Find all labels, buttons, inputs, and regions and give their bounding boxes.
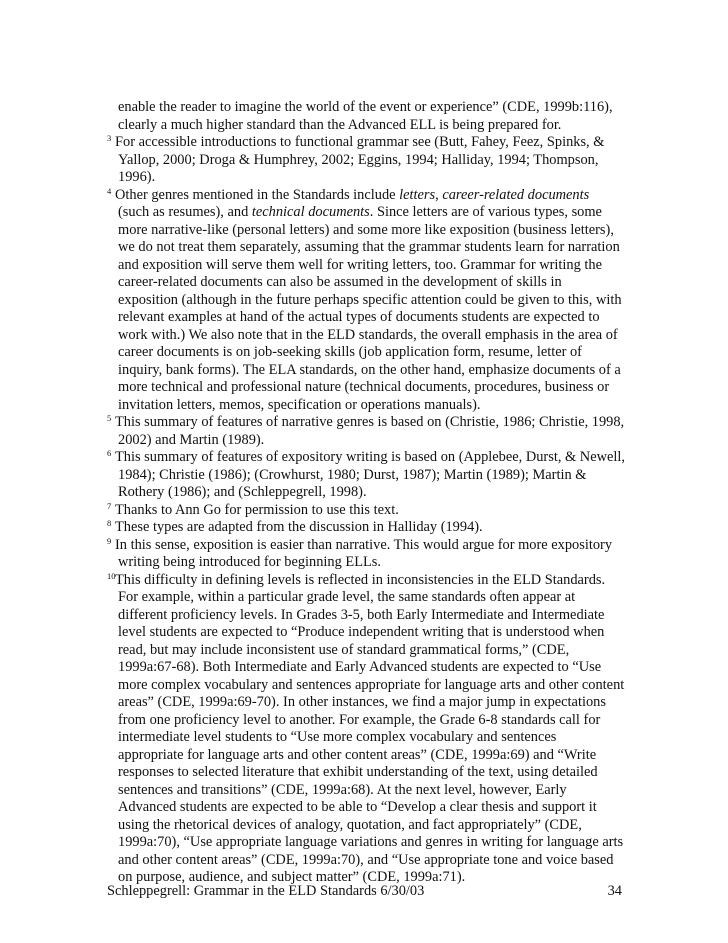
footnote-line: more technical and professional nature (technical documents, procedures, business or [118,379,610,395]
footnote-line: Yallop, 2000; Droga & Humphrey, 2002; Eggins, 1994; Halliday, 1994; Thompson, [118,151,599,168]
footnote-line: and exposition will serve them well for writing letters, too. Grammar for writing the [118,256,602,273]
footnote-line: more complex vocabulary and sentences appropriate for language arts and other content [118,676,625,693]
footnote-3 [107,134,647,187]
footnote-4 [107,187,647,415]
footnote-line: These types are adapted from the discussion in Halliday (1994). [115,519,483,535]
footnote-number: 4 [107,185,112,196]
footnote-line: Advanced students are expected to be able to “Develop a clear thesis and support it [118,799,597,815]
footnote-line: work with.) We also note that in the ELD standards, the overall emphasis in the area of [118,326,618,343]
footnote-line: 1999a:67-68). Both Intermediate and Early Advanced students are expected to “Use [118,659,602,675]
footnote-line: For accessible introductions to functional grammar see (Butt, Fahey, Feez, Spinks, & [115,134,605,150]
footnote-line: using the rhetorical devices of analogy, quotation, and fact appropriately” (CDE, [118,816,582,833]
footnote-line: Thanks to Ann Go for permission to use this text. [115,501,399,518]
footnote-number: 9 [107,535,112,546]
footnote-line: invitation letters, memos, specification or operations manuals). [118,396,481,413]
footnote-number: 10 [107,570,116,581]
footnote-line: This summary of features of narrative genres is based on (Christie, 1986; Christie, 1998, [115,414,625,430]
footnote-line: different proficiency levels. In Grades 3-5, both Early Intermediate and Intermediate [118,606,605,623]
footnote-line: 1996). [118,169,156,185]
footnote-line: (such as resumes), and technical documents. Since letters are of various types, some [118,204,602,220]
footnote-line: responses to selected literature that exhibit understanding of the text, using detailed [118,764,598,780]
footnote-line: writing being introduced for beginning ELLs. [118,554,381,570]
footnote-line: on purpose, audience, and subject matter” (CDE, 1999a:71). [118,869,466,885]
footnote-line: appropriate for language arts and other content areas” (CDE, 1999a:69) and “Write [118,746,597,763]
footnote-line: areas” (CDE, 1999a:69-70). In other instances, we find a major jump in expectations [118,694,606,710]
footnote-continuation [107,99,647,134]
footnote-6 [107,449,647,502]
footnote-line: we do not treat them separately, assuming that the grammar students learn for narration [118,239,620,255]
footnotes-section [107,99,647,887]
footnote-line: more narrative-like (personal letters) and some more like exposition (business letters), [118,221,614,238]
footnote-number: 3 [107,133,112,143]
footnote-line: 2002) and Martin (1989). [118,431,265,448]
footnote-line: read, but may include inconsistent use of standard grammatical forms,” (CDE, [118,641,570,658]
footnote-number: 5 [107,413,112,423]
footnote-5 [107,414,647,449]
footnote-line: Other genres mentioned in the Standards include letters, career-related documents [115,186,590,203]
footnote-line: inquiry, bank forms). The ELA standards, on the other hand, emphasize documents of a [118,361,621,378]
footnote-line: This difficulty in defining levels is reflected in inconsistencies in the ELD Standards. [115,571,606,588]
footnote-line: from one proficiency level to another. For example, the Grade 6-8 standards call for [118,711,601,728]
footnote-line: This summary of features of expository writing is based on (Applebee, Durst, & Newell, [115,449,625,465]
footnote-line: exposition (although in the future perhaps specific attention could be given to this, with [118,291,622,308]
footnote-9 [107,537,647,572]
footer-citation: Schleppegrell: Grammar in the ELD Standards 6/30/03 [107,883,425,899]
footnote-line: level students are expected to “Produce independent writing that is understood when [118,624,605,640]
footnote-line: and other content areas” (CDE, 1999a:70), and “Use appropriate tone and voice based [118,851,614,868]
footnote-line: For example, within a particular grade level, the same standards often appear at [118,589,576,605]
footnote-line: relevant examples at hand of the actual types of documents students are expected to [118,309,600,325]
footnote-8 [107,519,647,537]
footnote-line: intermediate level students to “Use more complex vocabulary and sentences [118,729,557,745]
footnote-line: In this sense, exposition is easier than narrative. This would argue for more expository [115,536,613,553]
footnote-line: 1999a:70), “Use appropriate language variations and genres in writing for language arts [118,834,624,850]
footnote-line: career documents is on job-seeking skills (job application form, resume, letter of [118,344,582,360]
footnote-number: 7 [107,500,112,511]
footnote-number: 6 [107,448,112,458]
footnote-line: sentences and transitions” (CDE, 1999a:68). At the next level, however, Early [118,781,567,798]
footnote-line: enable the reader to imagine the world of the event or experience” (CDE, 1999b:116), [118,99,613,115]
footnote-7 [107,502,647,520]
page-number: 34 [607,883,622,899]
footnote-line: career-related documents can also be assumed in the development of skills in [118,274,562,290]
footnote-line: 1984); Christie (1986); (Crowhurst, 1980; Durst, 1987); Martin (1989); Martin & [118,466,587,483]
page-footer [107,882,622,900]
footnote-number: 8 [107,518,112,528]
footnote-line: Rothery (1986); and (Schleppegrell, 1998). [118,484,367,500]
footnote-10 [107,572,647,887]
footnote-line: clearly a much higher standard than the Advanced ELL is being prepared for. [118,116,562,133]
